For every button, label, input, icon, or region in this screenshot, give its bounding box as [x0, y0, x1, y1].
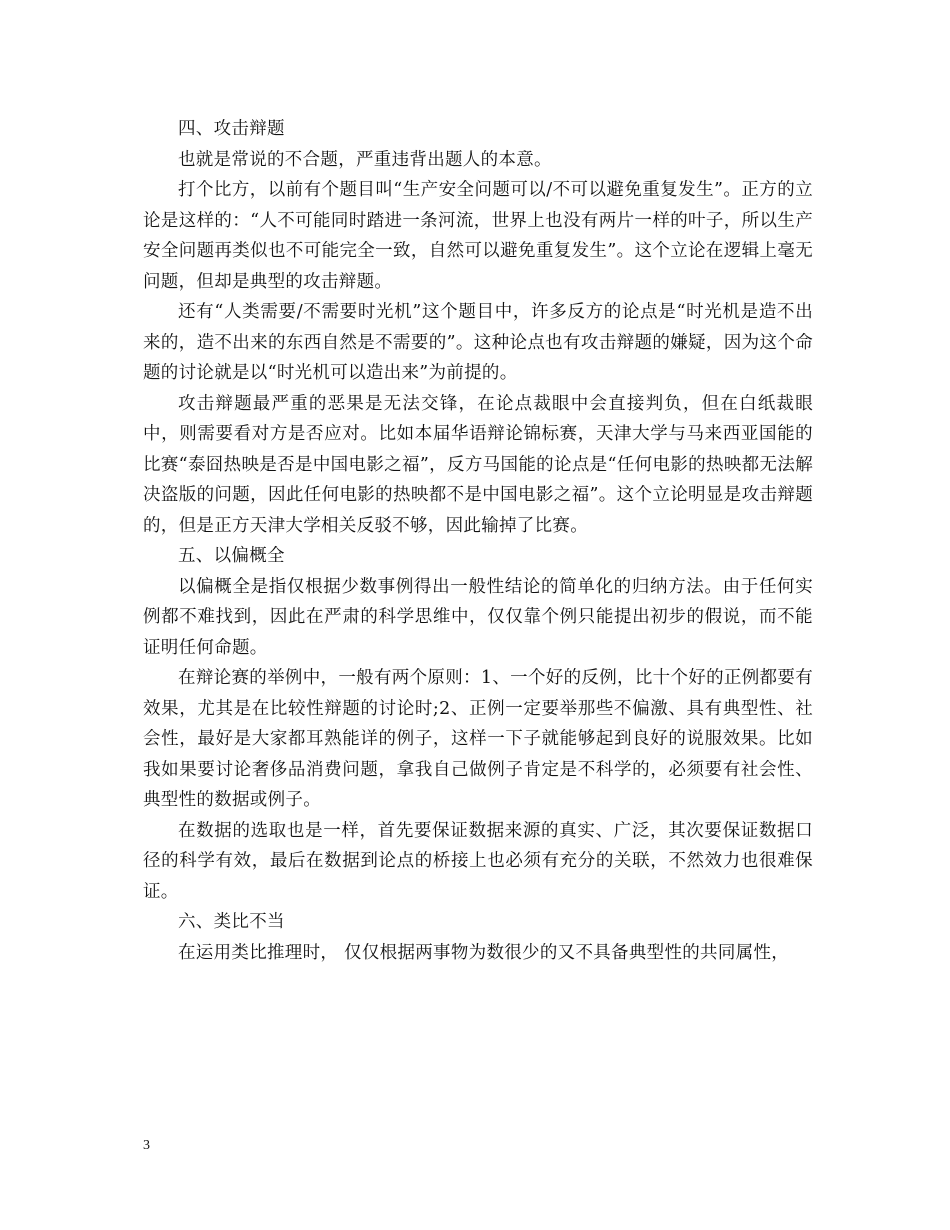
section-heading-6: 六、类比不当	[178, 912, 285, 932]
paragraph: 也就是常说的不合题，严重违背出题人的本意。	[178, 149, 552, 170]
paragraph: 攻击辩题最严重的恶果是无法交锋，在论点裁眼中会直接判负，但在白纸裁眼中，则需要看对方是否应对。比如本届华语辩论锦标赛，天津大学与马来西亚国能的比赛“泰囧热映是否是中国电影之福”，反方马国能的论点是“任何电影的热映都无法解决盗版的问题，因此任何电影的热映都不是中国电影之福”。这个立论明显是攻击辩题的，但是正方天津大学相关反驳不够，因此输掉了比赛。	[143, 393, 813, 536]
paragraph: 在辩论赛的举例中，一般有两个原则：1、一个好的反例，比十个好的正例都要有效果，尤其是在比较性辩题的讨论时;2、正例一定要举那些不偏激、具有典型性、社会性，最好是大家都耳熟能详的例子，这样一下子就能够起到良好的说服效果。比如我如果要讨论奢侈品消费问题，拿我自己做例子肯定是不科学的，必须要有社会性、典型性的数据或例子。	[143, 668, 813, 810]
paragraph: 还有“人类需要/不需要时光机”这个题目中，许多反方的论点是“时光机是造不出来的，造不出来的东西自然是不需要的”。这种论点也有攻击辩题的嫌疑，因为这个命题的讨论就是以“时光机可以造出来”为前提的。	[143, 302, 813, 383]
paragraph: 打个比方，以前有个题目叫“生产安全问题可以/不可以避免重复发生”。正方的立论是这样的：“人不可能同时踏进一条河流，世界上也没有两片一样的叶子，所以生产安全问题再类似也不可能完全一致，自然可以避免重复发生”。这个立论在逻辑上毫无问题，但却是典型的攻击辩题。	[143, 180, 813, 292]
paragraph: 在运用类比推理时， 仅仅根据两事物为数很少的又不具备典型性的共同属性，	[178, 942, 790, 963]
document-body	[143, 114, 813, 968]
page-number: 3	[143, 1138, 150, 1153]
section-heading-5: 五、以偏概全	[178, 546, 285, 566]
paragraph: 以偏概全是指仅根据少数事例得出一般性结论的简单化的归纳方法。由于任何实例都不难找到，因此在严肃的科学思维中，仅仅靠个例只能提出初步的假说，而不能证明任何命题。	[143, 576, 813, 658]
paragraph: 在数据的选取也是一样，首先要保证数据来源的真实、广泛，其次要保证数据口径的科学有效，最后在数据到论点的桥接上也必须有充分的关联，不然效力也很难保证。	[143, 820, 813, 902]
section-heading-4: 四、攻击辩题	[178, 119, 285, 139]
